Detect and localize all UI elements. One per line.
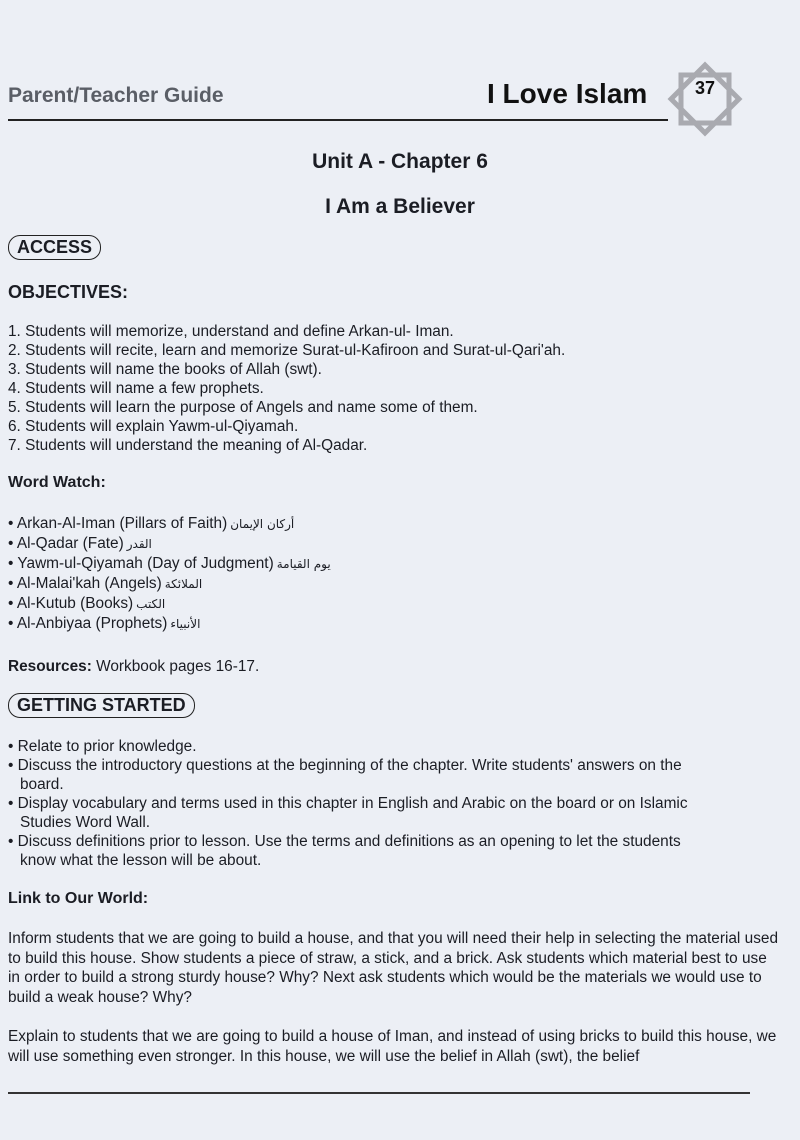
- objective-item: 2. Students will recite, learn and memorize Surat-ul-Kafiroon and Surat-ul-Qari'ah.: [8, 342, 566, 359]
- header-divider: [8, 119, 668, 121]
- resources-text: Workbook pages 16-17.: [91, 658, 260, 675]
- word-watch-item: • Al-Anbiyaa (Prophets) الأنبياء: [8, 615, 201, 632]
- objective-item: 4. Students will name a few prophets.: [8, 380, 264, 397]
- word-watch-item: • Arkan-Al-Iman (Pillars of Faith) أركان الإيمان: [8, 515, 295, 532]
- objectives-list: [8, 322, 565, 455]
- arabic-term: يوم القيامة: [276, 557, 331, 571]
- link-world-paragraph: Inform students that we are going to build a house, and that you will need their help in selecting the material used to build this house. Show students a piece of straw, a stick, and a brick. Ask students which material best to use in order to build a strong sturdy house? Why? Next ask students which would be the materials we would use to build a weak house? Why?: [8, 930, 779, 1006]
- word-watch-item: • Al-Malai'kah (Angels) الملائكة: [8, 575, 203, 592]
- objective-item: 1. Students will memorize, understand and define Arkan-ul- Iman.: [8, 323, 454, 340]
- arabic-term: القدر: [126, 537, 152, 551]
- word-watch-item: • Al-Qadar (Fate) القدر: [8, 535, 152, 552]
- page-number: 37: [694, 78, 716, 98]
- chapter-title: I Am a Believer: [325, 195, 475, 218]
- arabic-term: أركان الإيمان: [230, 517, 295, 531]
- getting-started-item: • Discuss the introductory questions at the beginning of the chapter. Write students' answers on the board.: [8, 757, 682, 793]
- objective-item: 5. Students will learn the purpose of Angels and name some of them.: [8, 399, 478, 416]
- objective-item: 6. Students will explain Yawm-ul-Qiyamah.: [8, 418, 299, 435]
- word-watch-item: • Yawm-ul-Qiyamah (Day of Judgment) يوم القيامة: [8, 555, 331, 572]
- objective-item: 3. Students will name the books of Allah (swt).: [8, 361, 322, 378]
- objective-item: 7. Students will understand the meaning of Al-Qadar.: [8, 437, 368, 454]
- getting-started-label: GETTING STARTED: [8, 693, 195, 718]
- resources-label: Resources:: [8, 658, 92, 675]
- getting-started-item: • Discuss definitions prior to lesson. Use the terms and definitions as an opening to let the students know what the lesson will be about.: [8, 833, 681, 869]
- arabic-term: الملائكة: [164, 577, 203, 591]
- getting-started-list: [8, 737, 698, 870]
- unit-chapter-heading: Unit A - Chapter 6: [312, 150, 488, 173]
- access-label: ACCESS: [8, 235, 101, 260]
- arabic-term: الأنبياء: [170, 617, 201, 631]
- link-world-heading: Link to Our World:: [8, 890, 149, 907]
- arabic-term: الكتب: [136, 597, 166, 611]
- objectives-heading: OBJECTIVES:: [8, 282, 129, 302]
- link-world-paragraph-2: Explain to students that we are going to build a house of Iman, and instead of using bricks to build this house, we will use something even stronger. In this house, we will use the belief in Allah (swt), the belief: [8, 1028, 777, 1065]
- book-title: I Love Islam: [487, 78, 648, 109]
- page-badge-star-icon: [662, 56, 748, 142]
- getting-started-item: • Relate to prior knowledge.: [8, 738, 197, 755]
- footer-divider: [8, 1092, 750, 1094]
- guide-title: Parent/Teacher Guide: [8, 84, 224, 107]
- word-watch-item: • Al-Kutub (Books) الكتب: [8, 595, 166, 612]
- word-watch-list: [8, 514, 331, 634]
- word-watch-heading: Word Watch:: [8, 474, 106, 491]
- getting-started-item: • Display vocabulary and terms used in this chapter in English and Arabic on the board or on Islamic Studies Word Wall.: [8, 795, 688, 831]
- resources-line: [8, 657, 778, 677]
